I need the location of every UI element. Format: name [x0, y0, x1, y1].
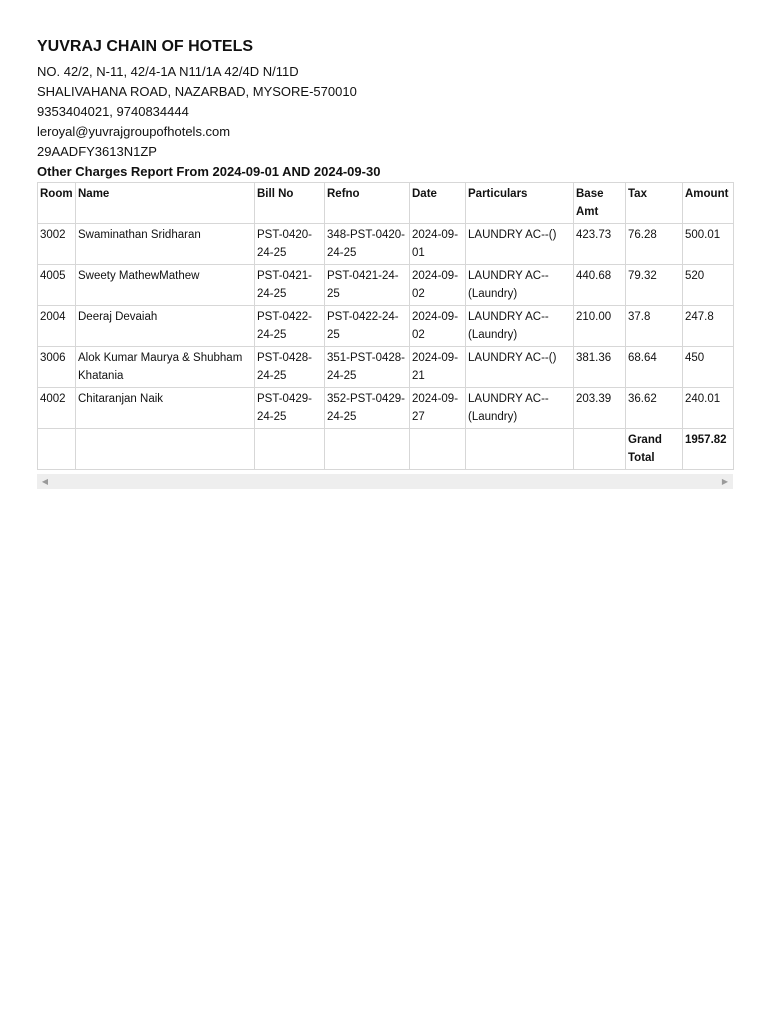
- cell-room: 4005: [38, 265, 76, 306]
- column-header-tax: Tax: [626, 183, 683, 224]
- table-row: [38, 388, 734, 429]
- cell-refno: 348-PST-0420-24-25: [325, 224, 410, 265]
- cell-tax: 37.8: [626, 306, 683, 347]
- cell-particulars: LAUNDRY AC--(): [466, 224, 574, 265]
- scroll-left-arrow-icon[interactable]: ◀: [41, 477, 49, 486]
- cell-name: Deeraj Devaiah: [76, 306, 255, 347]
- cell-name: Swaminathan Sridharan: [76, 224, 255, 265]
- column-header-date: Date: [410, 183, 466, 224]
- cell-name: Chitaranjan Naik: [76, 388, 255, 429]
- cell-name: Sweety MathewMathew: [76, 265, 255, 306]
- column-header-refno: Refno: [325, 183, 410, 224]
- address-line-1: NO. 42/2, N-11, 42/4-1A N11/1A 42/4D N/11D: [37, 64, 299, 79]
- cell-particulars: LAUNDRY AC--(Laundry): [466, 388, 574, 429]
- scroll-right-arrow-icon[interactable]: ▶: [721, 477, 729, 486]
- grand-total-row: [38, 429, 734, 470]
- gstin-number: 29AADFY3613N1ZP: [37, 144, 157, 159]
- cell-amount: 520: [683, 265, 734, 306]
- report-page: [37, 36, 733, 470]
- cell-tax: 68.64: [626, 347, 683, 388]
- cell-amount: 247.8: [683, 306, 734, 347]
- column-header-base-amt: Base Amt: [574, 183, 626, 224]
- column-header-amount: Amount: [683, 183, 734, 224]
- cell-tax: 76.28: [626, 224, 683, 265]
- cell-bill-no: PST-0422-24-25: [255, 306, 325, 347]
- table-row: [38, 224, 734, 265]
- cell-refno: 351-PST-0428-24-25: [325, 347, 410, 388]
- email-address: leroyal@yuvrajgroupofhotels.com: [37, 124, 231, 139]
- table-header-row: [38, 183, 734, 224]
- empty-cell: [466, 429, 574, 470]
- column-header-room: Room: [38, 183, 76, 224]
- cell-tax: 36.62: [626, 388, 683, 429]
- cell-name: Alok Kumar Maurya & Shubham Khatania: [76, 347, 255, 388]
- cell-bill-no: PST-0429-24-25: [255, 388, 325, 429]
- horizontal-scrollbar[interactable]: [37, 474, 733, 489]
- cell-refno: 352-PST-0429-24-25: [325, 388, 410, 429]
- grand-total-value: 1957.82: [683, 429, 734, 470]
- cell-refno: PST-0421-24-25: [325, 265, 410, 306]
- column-header-name: Name: [76, 183, 255, 224]
- empty-cell: [325, 429, 410, 470]
- column-header-particulars: Particulars: [466, 183, 574, 224]
- cell-room: 4002: [38, 388, 76, 429]
- table-row: [38, 265, 734, 306]
- empty-cell: [574, 429, 626, 470]
- cell-particulars: LAUNDRY AC--(Laundry): [466, 265, 574, 306]
- table-row: [38, 306, 734, 347]
- cell-amount: 240.01: [683, 388, 734, 429]
- cell-particulars: LAUNDRY AC--(Laundry): [466, 306, 574, 347]
- cell-date: 2024-09-02: [410, 306, 466, 347]
- cell-room: 3006: [38, 347, 76, 388]
- cell-particulars: LAUNDRY AC--(): [466, 347, 574, 388]
- empty-cell: [76, 429, 255, 470]
- cell-amount: 500.01: [683, 224, 734, 265]
- table-row: [38, 347, 734, 388]
- cell-date: 2024-09-27: [410, 388, 466, 429]
- empty-cell: [38, 429, 76, 470]
- hotel-name: YUVRAJ CHAIN OF HOTELS: [37, 38, 254, 55]
- cell-base-amt: 203.39: [574, 388, 626, 429]
- cell-bill-no: PST-0428-24-25: [255, 347, 325, 388]
- cell-bill-no: PST-0420-24-25: [255, 224, 325, 265]
- column-header-bill-no: Bill No: [255, 183, 325, 224]
- cell-date: 2024-09-21: [410, 347, 466, 388]
- cell-room: 2004: [38, 306, 76, 347]
- cell-base-amt: 381.36: [574, 347, 626, 388]
- cell-refno: PST-0422-24-25: [325, 306, 410, 347]
- cell-tax: 79.32: [626, 265, 683, 306]
- empty-cell: [410, 429, 466, 470]
- cell-room: 3002: [38, 224, 76, 265]
- empty-cell: [255, 429, 325, 470]
- cell-bill-no: PST-0421-24-25: [255, 265, 325, 306]
- report-title: Other Charges Report From 2024-09-01 AND 2024-09-30: [37, 164, 381, 179]
- charges-table: [37, 182, 734, 470]
- phone-numbers: 9353404021, 9740834444: [37, 104, 189, 119]
- address-line-2: SHALIVAHANA ROAD, NAZARBAD, MYSORE-570010: [37, 84, 357, 99]
- cell-date: 2024-09-01: [410, 224, 466, 265]
- cell-base-amt: 210.00: [574, 306, 626, 347]
- grand-total-label: Grand Total: [626, 429, 683, 470]
- cell-amount: 450: [683, 347, 734, 388]
- cell-date: 2024-09-02: [410, 265, 466, 306]
- cell-base-amt: 440.68: [574, 265, 626, 306]
- cell-base-amt: 423.73: [574, 224, 626, 265]
